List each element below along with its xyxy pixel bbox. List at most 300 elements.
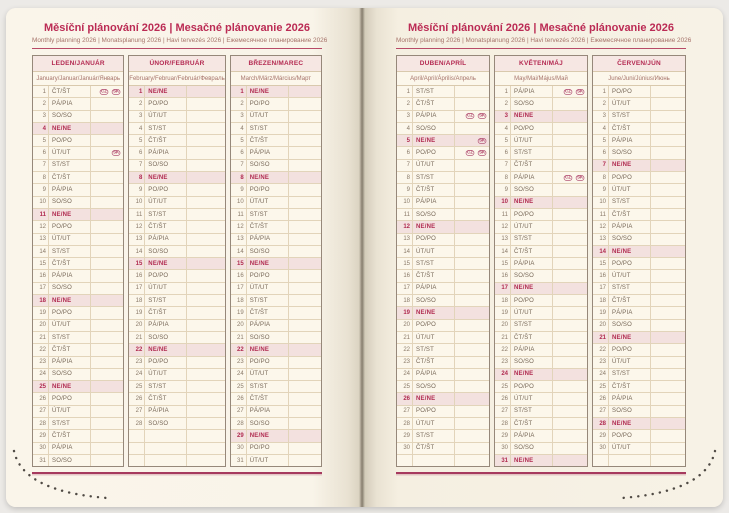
day-number: 24 [495, 369, 511, 380]
calendar-row-sunday [593, 417, 685, 429]
notes-cell [455, 418, 489, 429]
notes-cell [187, 246, 224, 257]
day-number: 4 [593, 123, 609, 134]
day-number: 31 [231, 455, 247, 466]
day-abbreviation: NE/NE [49, 209, 91, 220]
notes-cell [91, 270, 123, 281]
day-number: 13 [495, 234, 511, 245]
day-number: 1 [397, 86, 413, 97]
notes-cell [289, 418, 321, 429]
holiday-badge-sk: SK [113, 150, 120, 156]
day-number: 19 [397, 307, 413, 318]
day-abbreviation: SO/SO [247, 246, 289, 257]
calendar-row-sunday [231, 429, 321, 441]
day-number: 2 [495, 98, 511, 109]
notes-cell [289, 135, 321, 146]
day-number: 3 [495, 111, 511, 122]
day-number: 21 [593, 332, 609, 343]
day-number: 11 [495, 209, 511, 220]
notes-cell [91, 123, 123, 134]
day-number: 26 [129, 393, 145, 404]
day-abbreviation: PO/PO [609, 172, 651, 183]
notes-cell [289, 381, 321, 392]
month-name: ÚNOR/FEBRUÁR [129, 56, 224, 72]
day-number: 13 [33, 234, 49, 245]
calendar-row [495, 269, 587, 281]
calendar-row [33, 97, 123, 109]
month-name: DUBEN/APRÍL [397, 56, 489, 72]
holiday-badge-cz: CZ [564, 175, 571, 180]
day-abbreviation: NE/NE [609, 332, 651, 343]
day-abbreviation: ÚT/UT [609, 270, 651, 281]
day-abbreviation: PÁ/PIA [413, 283, 455, 294]
calendar-row [231, 356, 321, 368]
day-abbreviation: NE/NE [247, 172, 289, 183]
page-title: Měsíční plánování 2026 | Mesačné plánovanie 2026 [408, 22, 674, 34]
day-abbreviation: PÁ/PIA [49, 184, 91, 195]
notes-cell [91, 320, 123, 331]
day-abbreviation: SO/SO [145, 246, 187, 257]
notes-cell [455, 221, 489, 232]
day-number: 15 [495, 258, 511, 269]
notes-cell [289, 111, 321, 122]
notes-cell [91, 184, 123, 195]
calendar-row-sunday [397, 134, 489, 146]
day-abbreviation: NE/NE [247, 430, 289, 441]
day-abbreviation: ČT/ŠT [413, 98, 455, 109]
day-abbreviation: SO/SO [511, 357, 553, 368]
notes-cell [553, 369, 587, 380]
calendar-row [33, 245, 123, 257]
notes-cell [187, 393, 224, 404]
day-number: 20 [397, 320, 413, 331]
notes-cell [553, 172, 587, 183]
day-abbreviation: ST/ST [413, 258, 455, 269]
calendar-row [495, 171, 587, 183]
day-abbreviation: ST/ST [609, 369, 651, 380]
notes-cell [455, 172, 489, 183]
day-number: 12 [495, 221, 511, 232]
day-abbreviation: SO/SO [145, 160, 187, 171]
day-number: 23 [33, 357, 49, 368]
day-abbreviation: ST/ST [609, 283, 651, 294]
day-number: 30 [495, 443, 511, 454]
day-abbreviation: SO/SO [609, 320, 651, 331]
day-abbreviation: SO/SO [49, 111, 91, 122]
notes-cell [91, 135, 123, 146]
notes-cell [455, 160, 489, 171]
day-number: 15 [397, 258, 413, 269]
holiday-badge-cz: CZ [101, 89, 107, 94]
notes-cell [91, 234, 123, 245]
calendar-row [397, 257, 489, 269]
calendar-row [495, 134, 587, 146]
notes-cell [455, 369, 489, 380]
day-abbreviation: NE/NE [609, 160, 651, 171]
day-number: 9 [33, 184, 49, 195]
day-number: 5 [33, 135, 49, 146]
day-number: 7 [495, 160, 511, 171]
notes-cell [553, 135, 587, 146]
calendar-row [397, 405, 489, 417]
day-abbreviation: PÁ/PIA [511, 258, 553, 269]
calendar-row [593, 269, 685, 281]
calendar-row [231, 183, 321, 195]
day-abbreviation: SO/SO [413, 209, 455, 220]
day-number: 2 [129, 98, 145, 109]
calendar-row [33, 257, 123, 269]
notes-cell [91, 258, 123, 269]
day-number: 20 [495, 320, 511, 331]
day-abbreviation: PÁ/PIA [145, 147, 187, 158]
calendar-row [593, 110, 685, 122]
day-abbreviation: ČT/ŠT [511, 160, 553, 171]
day-abbreviation: PO/PO [49, 221, 91, 232]
notes-cell [289, 344, 321, 355]
calendar-row [397, 269, 489, 281]
notes-cell [455, 234, 489, 245]
calendar-row-sunday [495, 110, 587, 122]
day-number [129, 443, 145, 454]
calendar-row [33, 331, 123, 343]
notes-cell [553, 406, 587, 417]
day-abbreviation: PO/PO [145, 98, 187, 109]
calendar-row [495, 380, 587, 392]
notes-cell [455, 307, 489, 318]
notes-cell [553, 393, 587, 404]
day-number: 13 [397, 234, 413, 245]
day-abbreviation: PÁ/PIA [49, 443, 91, 454]
day-abbreviation: NE/NE [413, 393, 455, 404]
calendar-row [397, 146, 489, 158]
month-name-multilingual: May/Mai/Május/Май [495, 72, 587, 86]
day-abbreviation: SO/SO [413, 295, 455, 306]
notes-cell [289, 332, 321, 343]
day-abbreviation: SO/SO [609, 234, 651, 245]
notes-cell [455, 381, 489, 392]
calendar-row [593, 368, 685, 380]
day-number: 5 [231, 135, 247, 146]
day-number: 28 [231, 418, 247, 429]
notes-cell [553, 98, 587, 109]
calendar-row [593, 356, 685, 368]
day-abbreviation: SO/SO [247, 418, 289, 429]
notes-cell [553, 381, 587, 392]
notes-cell [187, 320, 224, 331]
notes-cell [289, 234, 321, 245]
day-abbreviation: PO/PO [609, 430, 651, 441]
day-number [129, 430, 145, 441]
notes-cell [289, 197, 321, 208]
day-abbreviation: PO/PO [49, 307, 91, 318]
day-number: 2 [33, 98, 49, 109]
calendar-row [495, 122, 587, 134]
calendar-row [231, 220, 321, 232]
day-abbreviation: ČT/ŠT [49, 430, 91, 441]
day-abbreviation: PO/PO [511, 381, 553, 392]
day-number: 3 [593, 111, 609, 122]
calendar-row [129, 146, 224, 158]
day-number: 27 [397, 406, 413, 417]
notes-cell [289, 246, 321, 257]
notes-cell [553, 332, 587, 343]
calendar-row [129, 442, 224, 454]
notes-cell [289, 172, 321, 183]
notes-cell [187, 147, 224, 158]
day-abbreviation: SO/SO [511, 184, 553, 195]
day-abbreviation: ÚT/UT [247, 455, 289, 466]
notes-cell [553, 270, 587, 281]
day-number: 20 [33, 320, 49, 331]
page-subtitle: Monthly planning 2026 | Monatsplanung 2026 | Havi tervezés 2026 | Ежемесячное планирование 2026 [32, 37, 328, 44]
day-abbreviation: SO/SO [247, 332, 289, 343]
month-table-january [32, 55, 124, 467]
day-number: 8 [397, 172, 413, 183]
day-number: 1 [129, 86, 145, 97]
notes-cell [91, 147, 123, 158]
month-table-june [592, 55, 686, 467]
day-number: 10 [593, 197, 609, 208]
day-number: 30 [33, 443, 49, 454]
day-abbreviation: NE/NE [145, 258, 187, 269]
day-number: 24 [33, 369, 49, 380]
notes-cell [187, 135, 224, 146]
notes-cell [289, 98, 321, 109]
day-abbreviation: PO/PO [49, 393, 91, 404]
notes-cell [91, 357, 123, 368]
notes-cell [553, 307, 587, 318]
notes-cell [651, 369, 685, 380]
calendar-row [129, 122, 224, 134]
calendar-row-sunday [33, 294, 123, 306]
day-number: 20 [129, 320, 145, 331]
day-abbreviation: ST/ST [49, 246, 91, 257]
notes-cell [187, 357, 224, 368]
calendar-row [231, 405, 321, 417]
calendar-row [397, 282, 489, 294]
notes-cell [289, 320, 321, 331]
day-abbreviation: ČT/ŠT [413, 270, 455, 281]
notes-cell [187, 184, 224, 195]
day-number: 8 [129, 172, 145, 183]
day-number: 3 [129, 111, 145, 122]
day-abbreviation: SO/SO [609, 147, 651, 158]
notes-cell [651, 123, 685, 134]
day-abbreviation: ÚT/UT [247, 197, 289, 208]
day-abbreviation: ST/ST [247, 381, 289, 392]
calendar-row [231, 208, 321, 220]
day-number: 26 [397, 393, 413, 404]
day-number: 30 [397, 443, 413, 454]
day-number: 17 [495, 283, 511, 294]
calendar-row-sunday [231, 86, 321, 97]
day-abbreviation: ČT/ŠT [49, 172, 91, 183]
notes-cell [289, 270, 321, 281]
month-rows [593, 86, 685, 466]
day-number: 6 [33, 147, 49, 158]
day-number: 23 [129, 357, 145, 368]
day-abbreviation: PÁ/PIA [609, 135, 651, 146]
day-abbreviation: ÚT/UT [511, 221, 553, 232]
calendar-row-sunday [231, 257, 321, 269]
day-number: 2 [397, 98, 413, 109]
day-abbreviation: ČT/ŠT [247, 221, 289, 232]
day-abbreviation: ČT/ŠT [49, 86, 91, 97]
calendar-row [33, 405, 123, 417]
day-number: 14 [593, 246, 609, 257]
day-abbreviation: PÁ/PIA [247, 147, 289, 158]
notes-cell [455, 86, 489, 97]
calendar-row [495, 319, 587, 331]
notes-cell [651, 307, 685, 318]
day-number: 19 [495, 307, 511, 318]
day-abbreviation: ÚT/UT [145, 197, 187, 208]
notes-cell [187, 430, 224, 441]
day-number: 12 [33, 221, 49, 232]
calendar-row [33, 159, 123, 171]
day-number: 26 [231, 393, 247, 404]
day-abbreviation: NE/NE [49, 123, 91, 134]
day-number: 28 [495, 418, 511, 429]
calendar-row [495, 97, 587, 109]
month-name: BŘEZEN/MAREC [231, 56, 321, 72]
day-number: 8 [593, 172, 609, 183]
day-abbreviation: NE/NE [511, 111, 553, 122]
notes-cell [455, 270, 489, 281]
month-table-may [494, 55, 588, 467]
notes-cell [651, 283, 685, 294]
day-abbreviation: ST/ST [609, 197, 651, 208]
calendar-row [129, 405, 224, 417]
day-number: 23 [397, 357, 413, 368]
day-number: 3 [33, 111, 49, 122]
calendar-row [593, 183, 685, 195]
day-number: 14 [495, 246, 511, 257]
calendar-row [593, 306, 685, 318]
day-abbreviation: NE/NE [247, 344, 289, 355]
day-number: 8 [495, 172, 511, 183]
notes-cell [187, 258, 224, 269]
notes-cell [553, 295, 587, 306]
month-name-multilingual: January/Januar/Január/Январь [33, 72, 123, 86]
day-number: 1 [495, 86, 511, 97]
calendar-row [129, 392, 224, 404]
day-abbreviation: ÚT/UT [49, 234, 91, 245]
calendar-row [33, 233, 123, 245]
notes-cell [187, 123, 224, 134]
day-abbreviation: ÚT/UT [145, 111, 187, 122]
notes-cell [651, 98, 685, 109]
calendar-row [495, 245, 587, 257]
calendar-row [33, 429, 123, 441]
notes-cell [455, 258, 489, 269]
calendar-row [33, 86, 123, 97]
day-number: 16 [231, 270, 247, 281]
notes-cell [289, 283, 321, 294]
notes-cell [187, 197, 224, 208]
day-abbreviation: PO/PO [247, 357, 289, 368]
day-number: 5 [129, 135, 145, 146]
day-abbreviation: PO/PO [145, 270, 187, 281]
day-abbreviation: PO/PO [609, 258, 651, 269]
day-abbreviation: NE/NE [609, 246, 651, 257]
day-number: 27 [231, 406, 247, 417]
calendar-row [231, 380, 321, 392]
month-name-multilingual: March/März/Március/Март [231, 72, 321, 86]
calendar-row [231, 269, 321, 281]
day-number: 22 [495, 344, 511, 355]
day-number: 16 [33, 270, 49, 281]
day-number: 4 [231, 123, 247, 134]
notes-cell [187, 381, 224, 392]
day-number: 1 [231, 86, 247, 97]
day-abbreviation: PÁ/PIA [511, 344, 553, 355]
calendar-row [495, 146, 587, 158]
notes-cell [455, 184, 489, 195]
calendar-row [231, 196, 321, 208]
month-table-february [128, 55, 225, 467]
notes-cell [289, 406, 321, 417]
calendar-row [231, 306, 321, 318]
day-abbreviation: PÁ/PIA [511, 86, 553, 97]
calendar-row-sunday [397, 306, 489, 318]
day-abbreviation: NE/NE [49, 295, 91, 306]
day-abbreviation: ST/ST [247, 123, 289, 134]
notes-cell [651, 221, 685, 232]
day-abbreviation: PO/PO [145, 184, 187, 195]
day-abbreviation: ST/ST [511, 320, 553, 331]
day-number: 24 [593, 369, 609, 380]
day-number: 14 [231, 246, 247, 257]
calendar-row [397, 171, 489, 183]
day-number: 16 [397, 270, 413, 281]
calendar-row [231, 294, 321, 306]
day-abbreviation: SO/SO [49, 369, 91, 380]
day-number: 9 [593, 184, 609, 195]
notes-cell [651, 111, 685, 122]
notes-cell [187, 172, 224, 183]
calendar-row [593, 233, 685, 245]
notes-cell [187, 295, 224, 306]
day-abbreviation: PÁ/PIA [49, 98, 91, 109]
calendar-row [129, 134, 224, 146]
day-abbreviation: PO/PO [247, 270, 289, 281]
month-rows [231, 86, 321, 466]
day-number: 24 [397, 369, 413, 380]
day-number [593, 455, 609, 466]
day-abbreviation: ÚT/UT [511, 393, 553, 404]
day-abbreviation: ČT/ŠT [49, 344, 91, 355]
calendar-row [33, 196, 123, 208]
notes-cell [289, 369, 321, 380]
holiday-badge-cz: CZ [564, 89, 571, 94]
day-abbreviation: ST/ST [247, 209, 289, 220]
notes-cell [553, 234, 587, 245]
day-number: 6 [593, 147, 609, 158]
calendar-row [495, 257, 587, 269]
notes-cell [455, 123, 489, 134]
notes-cell [289, 86, 321, 97]
calendar-row-sunday [33, 380, 123, 392]
calendar-row [397, 196, 489, 208]
notes-cell [553, 123, 587, 134]
day-number: 25 [397, 381, 413, 392]
notes-cell [91, 369, 123, 380]
day-abbreviation: PÁ/PIA [49, 357, 91, 368]
day-number: 13 [593, 234, 609, 245]
day-number: 31 [33, 455, 49, 466]
day-abbreviation: SO/SO [49, 197, 91, 208]
